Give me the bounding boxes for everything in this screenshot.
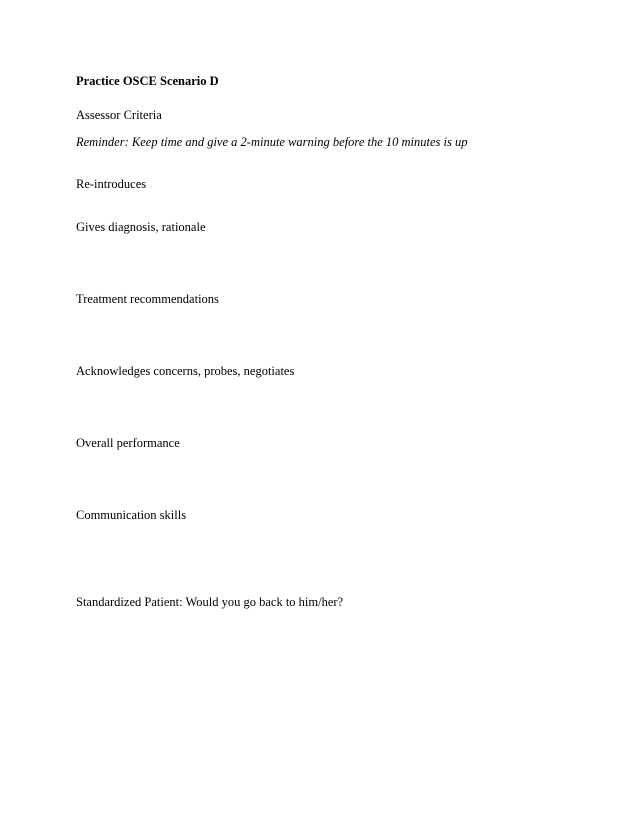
reminder-note: Reminder: Keep time and give a 2-minute warning before the 10 minutes is up (76, 135, 468, 149)
criterion-communication: Communication skills (76, 508, 187, 522)
criterion-diagnosis: Gives diagnosis, rationale (76, 220, 206, 234)
criterion-standardized-patient: Standardized Patient: Would you go back to him/her? (76, 595, 344, 609)
document-subtitle: Assessor Criteria (76, 108, 162, 122)
criterion-treatment: Treatment recommendations (76, 292, 219, 306)
criterion-overall-performance: Overall performance (76, 436, 180, 450)
criterion-reintroduces: Re-introduces (76, 177, 147, 191)
criterion-concerns: Acknowledges concerns, probes, negotiates (76, 364, 295, 378)
document-title: Practice OSCE Scenario D (76, 74, 219, 88)
